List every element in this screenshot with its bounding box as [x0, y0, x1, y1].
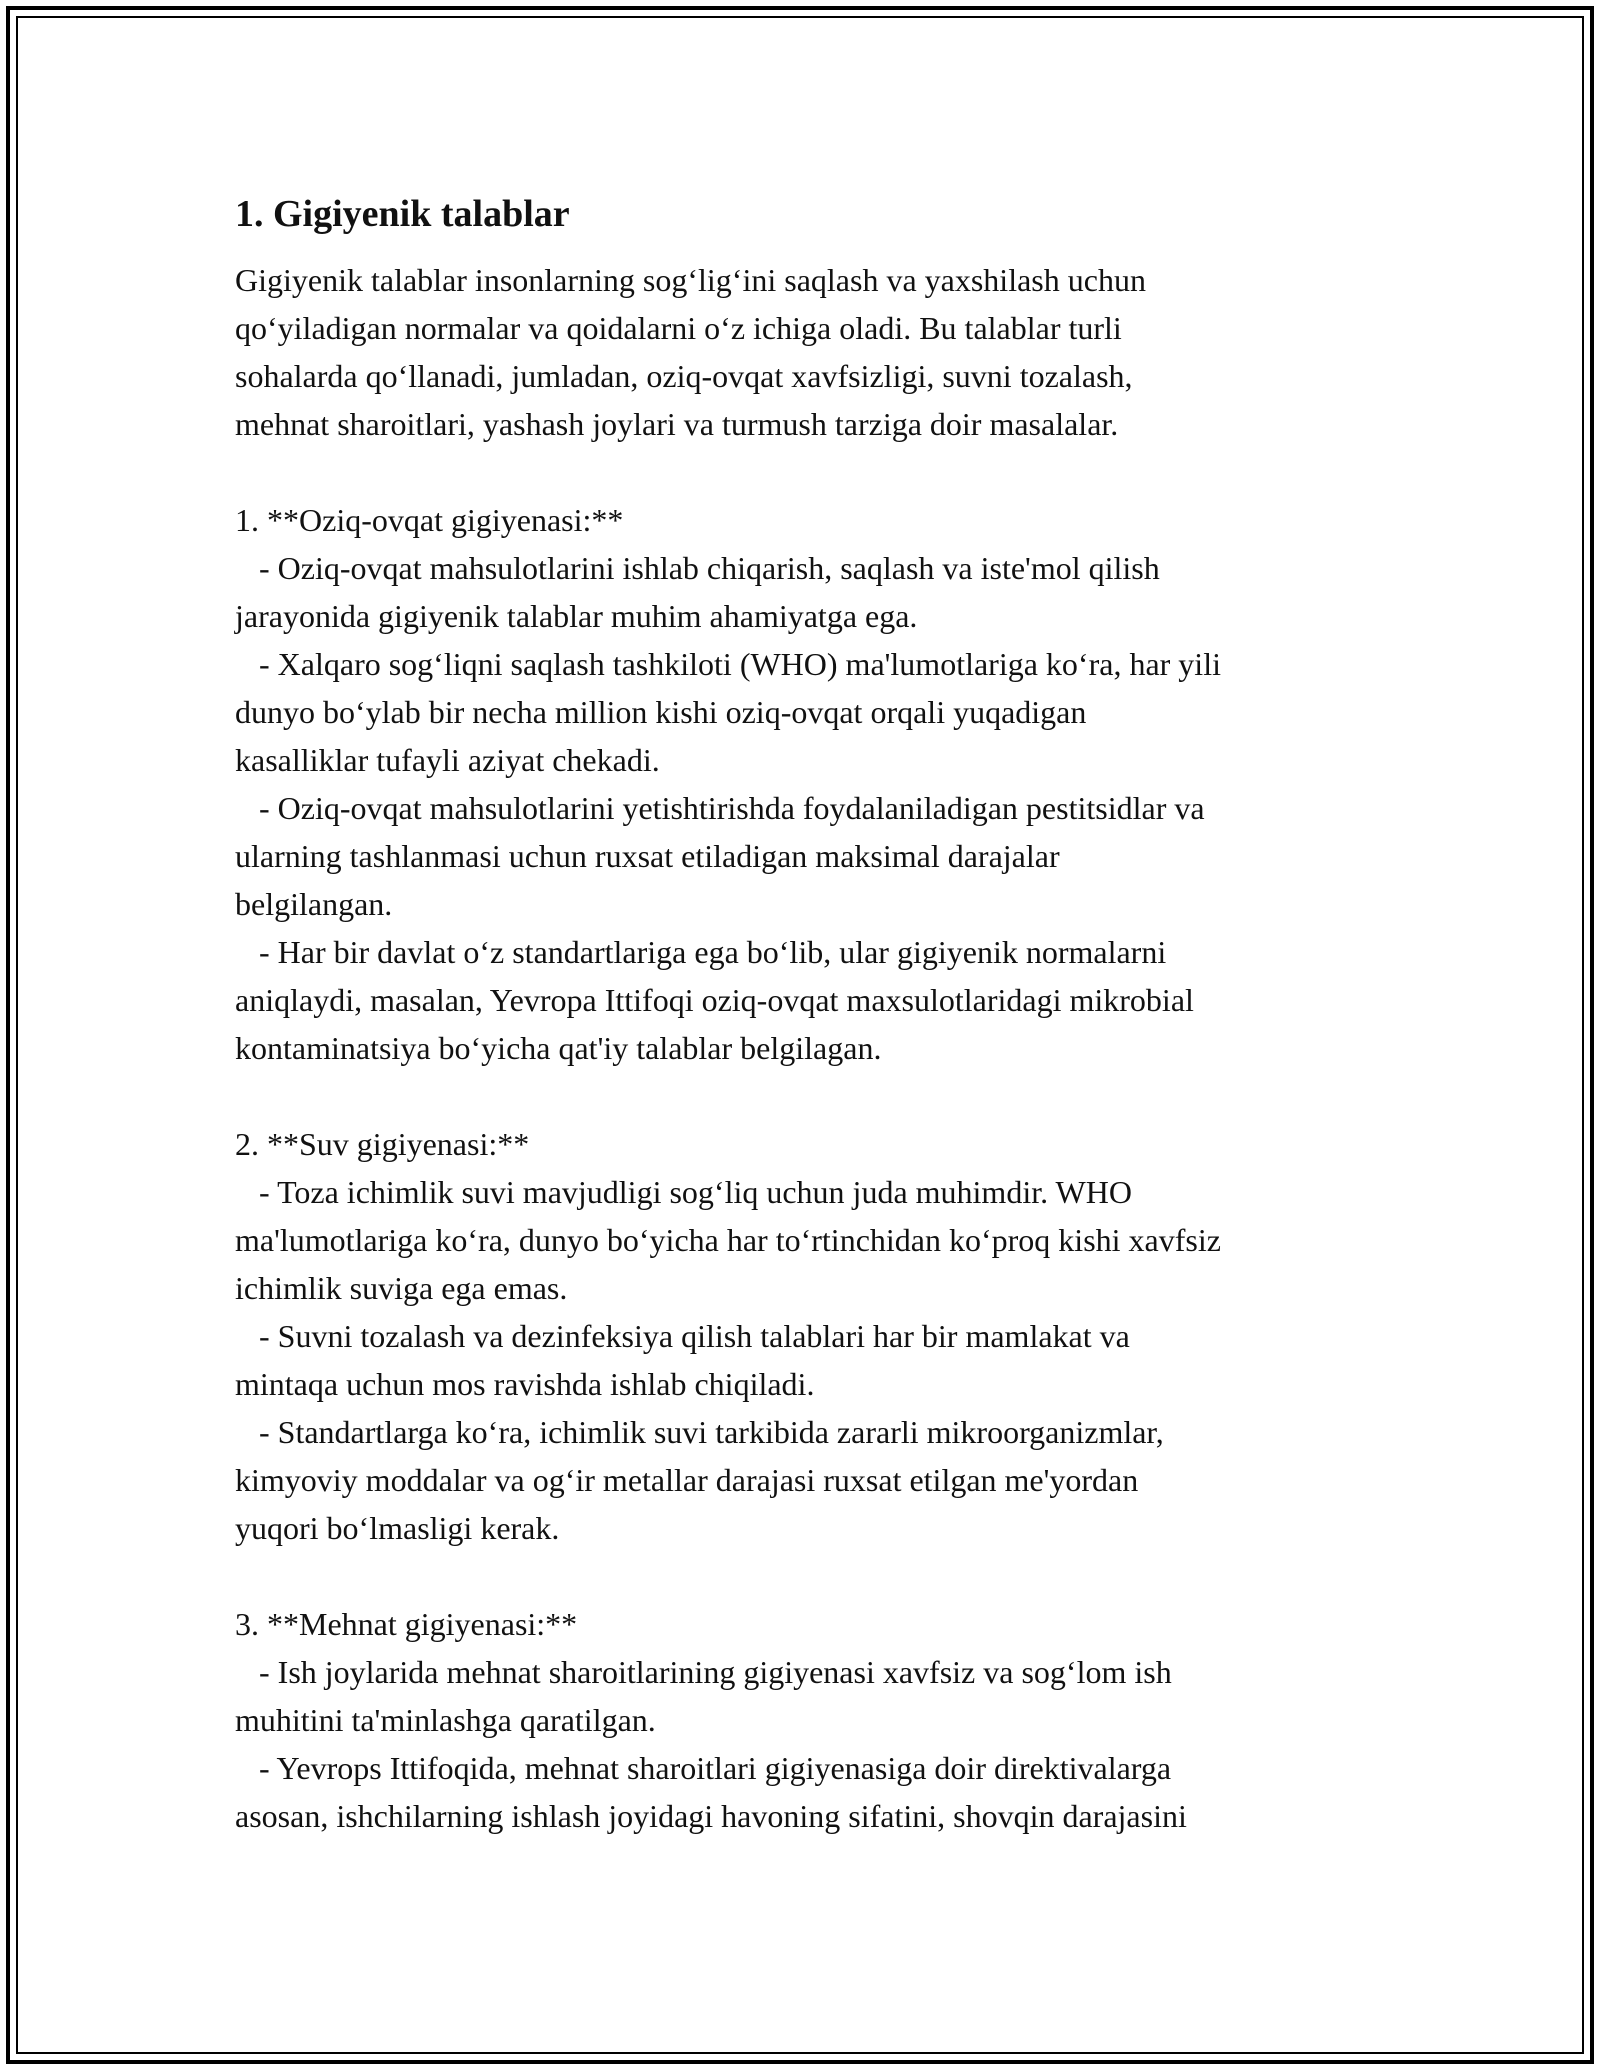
text-line: - Ish joylarida mehnat sharoitlarining gigiyenasi xavfsiz va sog‘lom ish — [235, 1654, 1172, 1690]
text-line: dunyo bo‘ylab bir necha million kishi oziq-ovqat orqali yuqadigan — [235, 694, 1087, 730]
text-line: belgilangan. — [235, 886, 393, 922]
text-line: sohalarda qo‘llanadi, jumladan, oziq-ovqat xavfsizligi, suvni tozalash, — [235, 358, 1133, 394]
text-line: - Har bir davlat o‘z standartlariga ega bo‘lib, ular gigiyenik normalarni — [235, 934, 1167, 970]
text-line: kimyoviy moddalar va og‘ir metallar darajasi ruxsat etilgan me'yordan — [235, 1462, 1139, 1498]
text-line: asosan, ishchilarning ishlash joyidagi havoning sifatini, shovqin darajasini — [235, 1798, 1187, 1834]
text-line: qo‘yiladigan normalar va qoidalarni o‘z ichiga oladi. Bu talablar turli — [235, 310, 1122, 346]
text-line: ichimlik suviga ega emas. — [235, 1270, 568, 1306]
text-line: Gigiyenik talablar insonlarning sog‘lig‘ini saqlash va yaxshilash uchun — [235, 262, 1146, 298]
text-line: - Standartlarga ko‘ra, ichimlik suvi tarkibida zararli mikroorganizmlar, — [235, 1414, 1164, 1450]
text-line: mintaqa uchun mos ravishda ishlab chiqiladi. — [235, 1366, 815, 1402]
text-line: - Yevrops Ittifoqida, mehnat sharoitlari gigiyenasiga doir direktivalarga — [235, 1750, 1172, 1786]
text-line: - Suvni tozalash va dezinfeksiya qilish talablari har bir mamlakat va — [235, 1318, 1130, 1354]
paragraph-gap — [235, 1552, 1385, 1600]
text-line: ularning tashlanmasi uchun ruxsat etiladigan maksimal darajalar — [235, 838, 1060, 874]
paragraph-gap — [235, 1072, 1385, 1120]
text-line: aniqlaydi, masalan, Yevropa Ittifoqi oziq-ovqat maxsulotlaridagi mikrobial — [235, 982, 1194, 1018]
text-line: kontaminatsiya bo‘yicha qat'iy talablar belgilagan. — [235, 1030, 882, 1066]
text-line: ma'lumotlariga ko‘ra, dunyo bo‘yicha har to‘rtinchidan ko‘proq kishi xavfsiz — [235, 1222, 1221, 1258]
food-hygiene-section — [235, 496, 1385, 1072]
text-line: - Oziq-ovqat mahsulotlarini yetishtirishda foydalaniladigan pestitsidlar va — [235, 790, 1205, 826]
text-line: kasalliklar tufayli aziyat chekadi. — [235, 742, 660, 778]
text-line: 3. **Mehnat gigiyenasi:** — [235, 1606, 578, 1642]
text-line: 1. **Oziq-ovqat gigiyenasi:** — [235, 502, 624, 538]
text-line: jarayonida gigiyenik talablar muhim ahamiyatga ega. — [235, 598, 918, 634]
water-hygiene-section — [235, 1120, 1385, 1552]
text-line: muhitini ta'minlashga qaratilgan. — [235, 1702, 656, 1738]
document-body — [235, 188, 1385, 1840]
work-hygiene-section — [235, 1600, 1385, 1840]
intro-paragraph — [235, 256, 1385, 448]
text-line: yuqori bo‘lmasligi kerak. — [235, 1510, 560, 1546]
text-line: - Xalqaro sog‘liqni saqlash tashkiloti (WHO) ma'lumotlariga ko‘ra, har yili — [235, 646, 1221, 682]
text-line: - Oziq-ovqat mahsulotlarini ishlab chiqarish, saqlash va iste'mol qilish — [235, 550, 1160, 586]
text-line: mehnat sharoitlari, yashash joylari va turmush tarziga doir masalalar. — [235, 406, 1119, 442]
section-heading: 1. Gigiyenik talablar — [235, 193, 570, 235]
text-line: 2. **Suv gigiyenasi:** — [235, 1126, 530, 1162]
paragraph-gap — [235, 448, 1385, 496]
text-line: - Toza ichimlik suvi mavjudligi sog‘liq uchun juda muhimdir. WHO — [235, 1174, 1132, 1210]
